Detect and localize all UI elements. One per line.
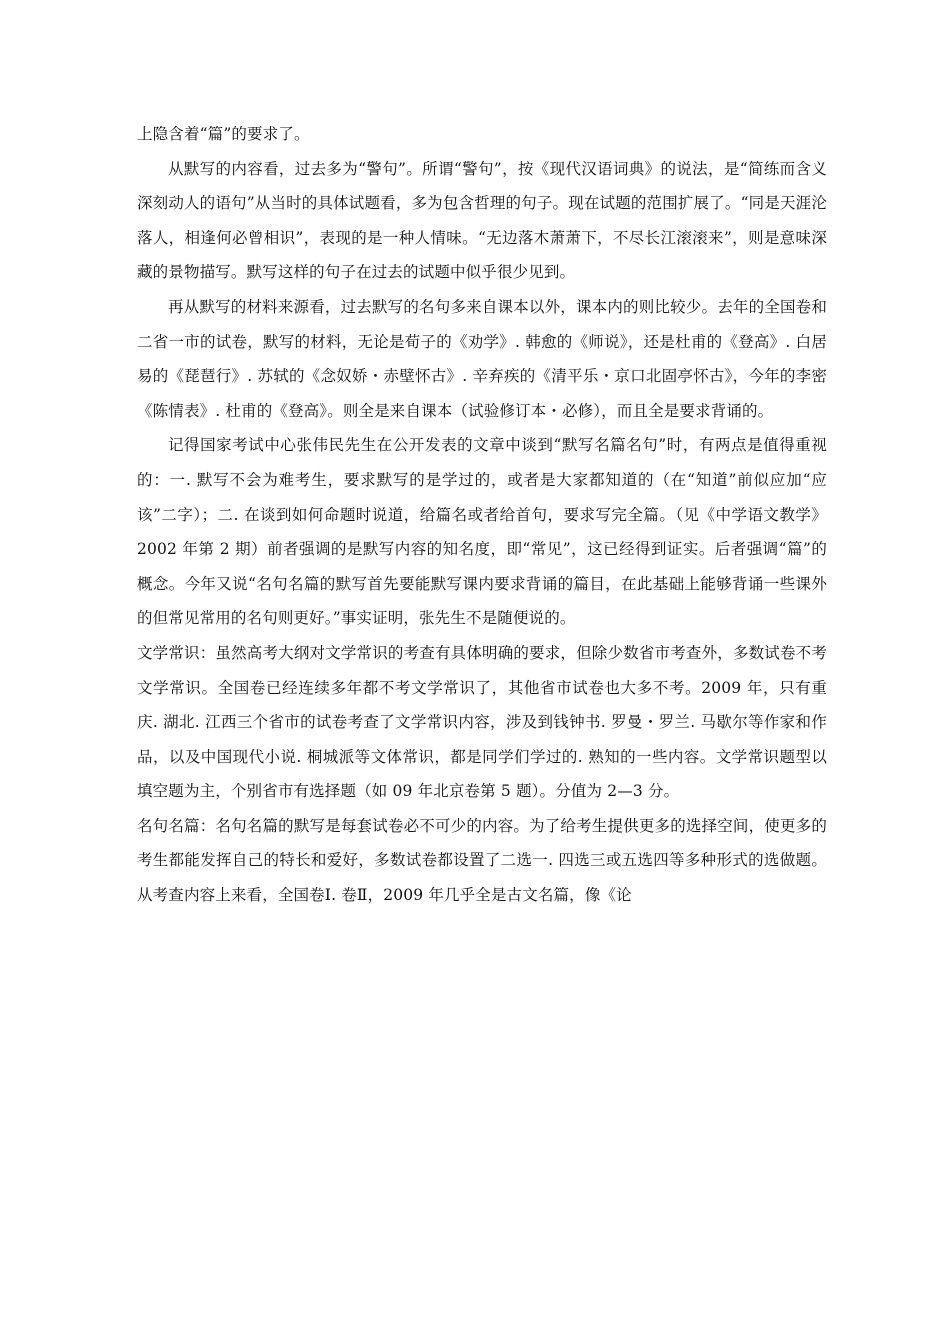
document-body [137, 117, 827, 913]
paragraph-continuation: 上隐含着“篇”的要求了。 [137, 125, 310, 143]
paragraph-material-source: 再从默写的材料来源看，过去默写的名句多来自课本以外，课本内的则比较少。去年的全国卷和二省一市的试卷，默写的材料，无论是荀子的《劝学》. 韩愈的《师说》，还是杜甫的《登高》. 白居易的《琵琶行》. 苏轼的《念奴娇・赤壁怀古》. 辛弃疾的《清平乐・京口北固亭怀古》，今年的李密《陈情表》. 杜甫的《登高》。则全是来自课本（试验修订本・必修），而且全是要求背诵的。 [137, 297, 827, 420]
paragraph-exam-center-remarks: 记得国家考试中心张伟民先生在公开发表的文章中谈到“默写名篇名句”时，有两点是值得重视的：一. 默写不会为难考生，要求默写的是学过的，或者是大家都知道的（在“知道”前似应加“应该”二字）；二. 在谈到如何命题时说道，给篇名或者给首句，要求写完全篇。（见《中学语文教学》2002 年第 2 期）前者强调的是默写内容的知名度，即“常见”，这已经得到证实。后者强调“篇”的概念。今年又说“名句名篇的默写首先要能默写课内要求背诵的篇目，在此基础上能够背诵一些课外的但常见常用的名句则更好。”事实证明，张先生不是随便说的。 [137, 436, 827, 628]
paragraph-content-analysis: 从默写的内容看，过去多为“警句”。所谓“警句”，按《现代汉语词典》的说法，是“简练而含义深刻动人的语句”从当时的具体试题看，多为包含哲理的句子。现在试题的范围扩展了。“同是天涯沦落人，相逢何必曾相识”，表现的是一种人情味。“无边落木萧萧下，不尽长江滚滚来”，则是意味深藏的景物描写。默写这样的句子在过去的试题中似乎很少见到。 [137, 159, 827, 282]
paragraph-literary-knowledge: 文学常识：虽然高考大纲对文学常识的考查有具体明确的要求，但除少数省市考查外，多数试卷不考文学常识。全国卷已经连续多年都不考文学常识了，其他省市试卷也大多不考。2009 年，只有重庆. 湖北. 江西三个省市的试卷考查了文学常识内容，涉及到钱钟书. 罗曼・罗兰. 马歇尔等作家和作品，以及中国现代小说. 桐城派等文体常识，都是同学们学过的. 熟知的一些内容。文学常识题型以填空题为主，个别省市有选择题（如 09 年北京卷第 5 题）。分值为 2—3 分。 [137, 643, 827, 801]
paragraph-famous-passages: 名句名篇：名句名篇的默写是每套试卷必不可少的内容。为了给考生提供更多的选择空间，使更多的考生都能发挥自己的特长和爱好，多数试卷都设置了二选一. 四选三或五选四等多种形式的选做题。从考查内容上来看，全国卷Ⅰ. 卷Ⅱ，2009 年几乎全是古文名篇，像《论 [137, 816, 827, 905]
